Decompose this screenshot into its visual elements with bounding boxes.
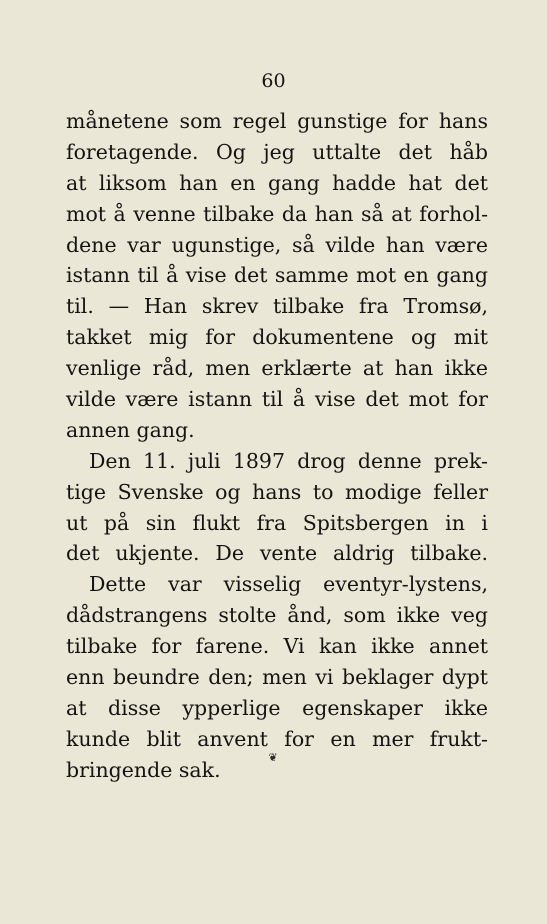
text-line: kunde blit anvent for en mer frukt- — [66, 726, 488, 751]
text-line: venlige råd, men erklærte at han ikke — [66, 356, 488, 381]
text-line: takket mig for dokumentene og mit — [66, 325, 488, 350]
text-line: ut på sin flukt fra Spitsbergen in i — [66, 510, 488, 535]
text-line: til. — Han skrev tilbake fra Tromsø, — [66, 294, 488, 319]
text-line: istann til å vise det samme mot en gang — [66, 263, 488, 288]
paragraph — [66, 446, 488, 570]
text-line: dene var ugunstige, så vilde han være — [66, 232, 488, 257]
body-text — [66, 106, 488, 786]
text-line: det ukjente. De vente aldrig tilbake. — [66, 541, 488, 566]
fleuron-icon: ❦ — [268, 751, 278, 764]
text-line: tige Svenske og hans to modige feller — [66, 479, 488, 504]
text-line: at disse ypperlige egenskaper ikke — [66, 695, 488, 720]
text-line: Den 11. juli 1897 drog denne prek- — [89, 448, 488, 473]
text-line: tilbake for farene. Vi kan ikke annet — [66, 634, 488, 659]
text-line: annen gang. — [66, 417, 195, 442]
paragraph — [66, 106, 488, 446]
text-line: at liksom han en gang hadde hat det — [66, 170, 488, 195]
text-line: dådstrangens stolte ånd, som ikke veg — [66, 603, 488, 628]
text-line: månetene som regel gunstige for hans — [66, 109, 488, 133]
text-line: Dette var visselig eventyr-lystens, — [89, 572, 488, 597]
text-line: mot å venne tilbake da han så at forhol- — [66, 201, 488, 226]
text-line: enn beundre den; men vi beklager dypt — [66, 665, 488, 690]
text-line: vilde være istann til å vise det mot for — [66, 387, 488, 412]
text-line: foretagende. Og jeg uttalte det håb — [66, 139, 488, 164]
page-number: 60 — [261, 70, 286, 92]
text-line: bringende sak. — [66, 757, 221, 782]
